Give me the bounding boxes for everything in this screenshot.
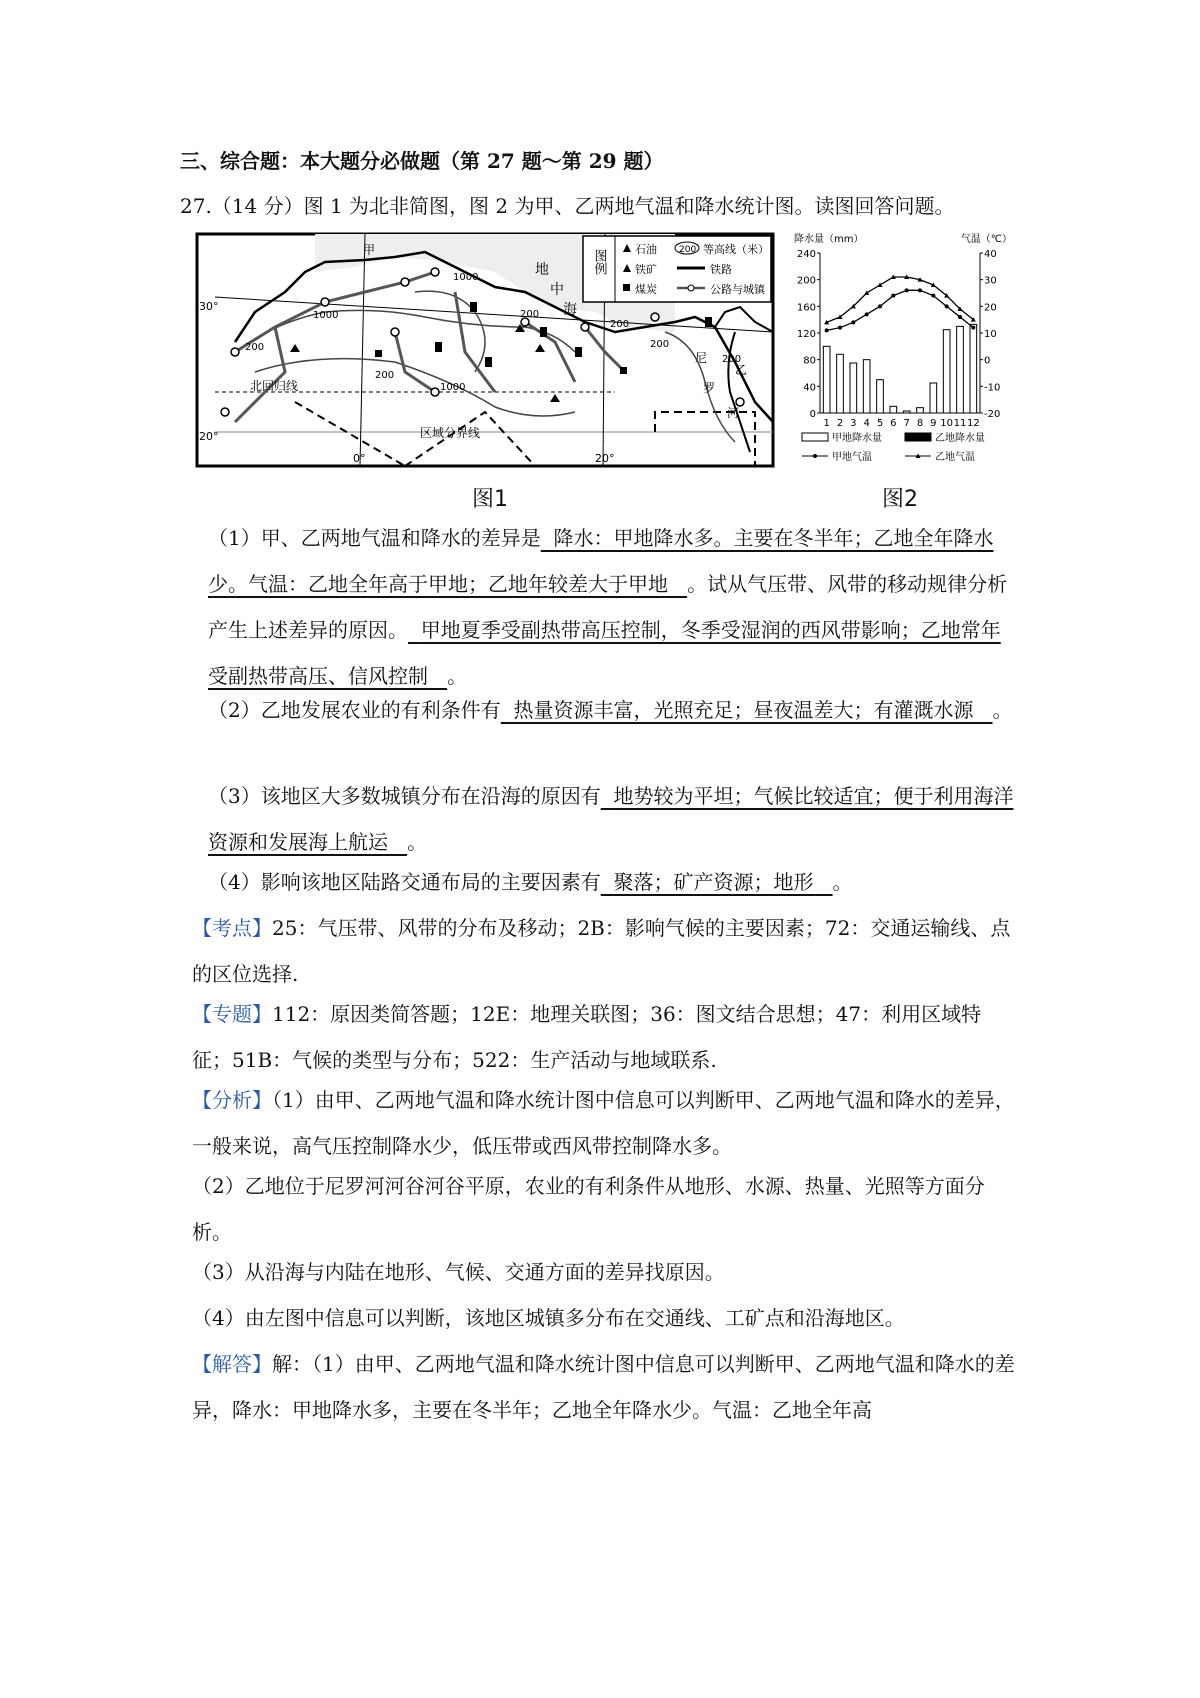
legend-swatch-jia-precip — [802, 433, 828, 441]
answer-3: （3）该地区大多数城镇分布在沿海的原因有 地势较为平坦；气候比较适宜；便于利用海洋资源和发展海上航运 。 — [208, 784, 1014, 854]
xtick-7: 8 — [916, 418, 924, 429]
label-sea-2: 中 — [550, 282, 564, 298]
answer-2-fill: 热量资源丰富，光照充足；昼夜温差大；有灌溉水源 — [513, 698, 974, 722]
point-jia-temp-8 — [918, 288, 922, 292]
label-c1000c: 1000 — [440, 382, 466, 393]
fenxi-p3: （3）从沿海与内陆在地形、气候、交通方面的差异找原因。 — [192, 1260, 725, 1284]
label-lon0: 0° — [353, 452, 366, 465]
label-sea-3: 海 — [563, 302, 577, 318]
label-c200e: 200 — [650, 339, 670, 350]
answer-1-fill-2: 甲地夏季受副热带高压控制，冬季受湿润的西风带影响；乙地常年受副热带高压、信风控制 — [208, 618, 1001, 688]
ytick-right-2: 0 — [984, 355, 991, 367]
legend-dot-jia-temp — [813, 454, 817, 458]
fenxi-p2: （2）乙地位于尼罗河河谷河谷平原，农业的有利条件从地形、水源、热量、光照等方面分析。 — [192, 1174, 985, 1244]
jieda-text: 解：（1）由甲、乙两地气温和降水统计图中信息可以判断甲、乙两地气温和降水的差异，降水：甲地降水多，主要在冬半年；乙地全年降水少。气温：乙地全年高 — [192, 1352, 1015, 1422]
zhuanti-text: 112：原因类简答题；12E：地理关联图；36：图文结合思想；47：利用区域特征；51B：气候的类型与分布；522：生产活动与地域联系. — [192, 1002, 982, 1072]
ytick-left-4: 160 — [796, 302, 816, 314]
label-lat30: 30° — [199, 300, 219, 313]
answer-2: （2）乙地发展农业的有利条件有 热量资源丰富，光照充足；昼夜温差大；有灌溉水源 。 — [208, 698, 1013, 722]
bar-jia-5 — [877, 380, 884, 413]
ytick-left-6: 240 — [796, 249, 816, 260]
answer-1: （1）甲、乙两地气温和降水的差异是 降水：甲地降水多。主要在冬半年；乙地全年降水少。气温：乙地全年高于甲地；乙地年较差大于甲地 。试从气压带、风带的移动规律分析产生上述差异的原因。 甲地夏季受副热带高压控制，冬季受湿润的西风带影响；乙地常年受副热带高压、信风控制 。 — [208, 526, 1008, 688]
fenxi-tag: 【分析】 — [192, 1088, 272, 1112]
kaodian-block — [192, 905, 1020, 997]
label-tropic: 北回归线 — [250, 379, 299, 393]
legend-yi-temp: 乙地气温 — [935, 452, 975, 463]
answer-1-fill-1: 降水：甲地降水多。主要在冬半年；乙地全年降水少。气温：乙地全年高于甲地；乙地年较差大于甲地 — [208, 526, 994, 596]
point-jia-temp-3 — [851, 320, 855, 324]
legend-iron: 铁矿 — [635, 263, 657, 276]
legend-oil: 石油 — [635, 243, 657, 256]
point-jia-temp-1 — [825, 328, 829, 332]
ytick-left-2: 80 — [803, 355, 816, 367]
ylabel-right: 气温（℃） — [960, 234, 1012, 245]
point-jia-temp-9 — [931, 294, 935, 298]
kaodian-tag: 【考点】 — [192, 916, 272, 940]
label-jia: 甲 — [363, 243, 376, 257]
xtick-4: 5 — [876, 418, 884, 429]
xtick-1: 2 — [836, 418, 844, 429]
label-c200f: 200 — [722, 354, 742, 365]
ytick-left-5: 200 — [796, 275, 816, 287]
zhuanti-tag: 【专题】 — [192, 1002, 272, 1026]
xtick-0: 1 — [823, 418, 830, 429]
bar-jia-3 — [850, 363, 857, 413]
answer-4-fill: 聚落；矿产资源；地形 — [613, 870, 814, 894]
ytick-right-6: 40 — [984, 249, 997, 260]
jieda-tag: 【解答】 — [192, 1352, 272, 1376]
xtick-8: 9 — [930, 418, 937, 429]
label-c1000a: 1000 — [313, 310, 339, 321]
point-yi-temp-4 — [864, 291, 869, 296]
point-jia-temp-6 — [891, 294, 895, 298]
label-sea-1: 地 — [535, 262, 549, 278]
ytick-left-0: 0 — [809, 409, 816, 420]
ytick-left-1: 40 — [803, 382, 816, 394]
bar-jia-10 — [943, 330, 950, 413]
question-stem: 27.（14 分）图 1 为北非简图，图 2 为甲、乙两地气温和降水统计图。读图回答问题。 — [180, 194, 955, 218]
fenxi-p4: （4）由左图中信息可以判断，该地区城镇多分布在交通线、工矿点和沿海地区。 — [192, 1306, 905, 1330]
kaodian-text: 25：气压带、风带的分布及移动；2B：影响气候的主要因素；72：交通运输线、点的区位选择. — [192, 916, 1011, 986]
xtick-5: 6 — [890, 418, 897, 429]
legend-road-town: 公路与城镇 — [710, 283, 765, 296]
legend-swatch-yi-precip — [905, 433, 931, 441]
bar-jia-8 — [917, 408, 924, 413]
point-jia-temp-10 — [945, 304, 949, 308]
bar-jia-12 — [970, 324, 977, 413]
bar-jia-6 — [890, 406, 897, 413]
point-jia-temp-7 — [905, 288, 909, 292]
ylabel-left: 降水量（mm） — [794, 234, 864, 245]
fenxi-block — [192, 1077, 1020, 1169]
xtick-3: 4 — [863, 418, 870, 429]
label-lat20: 20° — [199, 430, 219, 443]
label-boundary: 区域分界线 — [420, 426, 481, 440]
bar-jia-11 — [957, 326, 964, 413]
legend-title: 图例 — [591, 249, 607, 275]
label-c1000b: 1000 — [453, 272, 479, 283]
fenxi-p1: （1）由甲、乙两地气温和降水统计图中信息可以判断甲、乙两地气温和降水的差异，一般来说，高气压控制降水少，低压带或西风带控制降水多。 — [192, 1088, 1015, 1158]
label-nile-1: 尼 — [695, 351, 708, 365]
xtick-11: 12 — [966, 418, 980, 429]
figure2-chart — [790, 228, 1015, 473]
bar-jia-4 — [863, 360, 870, 413]
zhuanti-block — [192, 991, 1020, 1083]
xtick-6: 7 — [903, 418, 910, 429]
legend-contour-value: 200 — [679, 245, 697, 255]
jieda-block — [192, 1341, 1020, 1433]
line-yi-temp — [827, 277, 974, 322]
legend-yi-precip: 乙地降水量 — [935, 433, 985, 444]
ytick-left-3: 120 — [796, 329, 816, 340]
legend-coal: 煤炭 — [635, 283, 657, 296]
xtick-2: 3 — [850, 418, 857, 429]
label-c200c: 200 — [520, 309, 540, 320]
legend-railway: 铁路 — [710, 263, 732, 276]
ytick-right-5: 30 — [984, 275, 997, 287]
legend-jia-temp: 甲地气温 — [832, 452, 872, 463]
ytick-right-3: 10 — [984, 329, 997, 340]
point-jia-temp-4 — [865, 312, 869, 316]
bar-jia-9 — [930, 383, 937, 413]
point-yi-temp-5 — [878, 283, 883, 288]
bar-jia-1 — [823, 346, 830, 413]
label-nile-2: 罗 — [703, 381, 716, 395]
label-lon20: 20° — [595, 452, 615, 465]
ytick-right-1: -10 — [984, 382, 1001, 394]
bar-jia-7 — [903, 411, 910, 413]
point-jia-temp-12 — [971, 326, 975, 330]
label-yi: 乙 — [735, 363, 748, 377]
figure2-caption: 图2 — [882, 487, 918, 512]
figure1-caption: 图1 — [472, 487, 508, 512]
label-c200a: 200 — [245, 342, 265, 353]
point-jia-temp-5 — [878, 304, 882, 308]
label-c200d: 200 — [610, 319, 630, 330]
point-jia-temp-11 — [958, 315, 962, 319]
legend-contour: 等高线（米） — [703, 243, 769, 256]
xtick-9: 10 — [940, 418, 954, 429]
label-c200b: 200 — [375, 370, 395, 381]
figure1-map — [195, 232, 775, 468]
point-jia-temp-2 — [838, 326, 842, 330]
section-title: 三、综合题：本大题分必做题（第 27 题～第 29 题） — [180, 149, 664, 173]
answer-3-fill: 地势较为平坦；气候比较适宜；便于利用海洋资源和发展海上航运 — [208, 784, 1014, 854]
bar-jia-2 — [837, 354, 844, 413]
xtick-10: 11 — [953, 418, 967, 429]
answer-4: （4）影响该地区陆路交通布局的主要因素有 聚落；矿产资源；地形 。 — [208, 870, 853, 894]
legend-jia-precip: 甲地降水量 — [832, 433, 882, 444]
ytick-right-0: -20 — [984, 409, 1001, 420]
label-nile-3: 河 — [727, 406, 740, 420]
ytick-right-4: 20 — [984, 302, 997, 314]
